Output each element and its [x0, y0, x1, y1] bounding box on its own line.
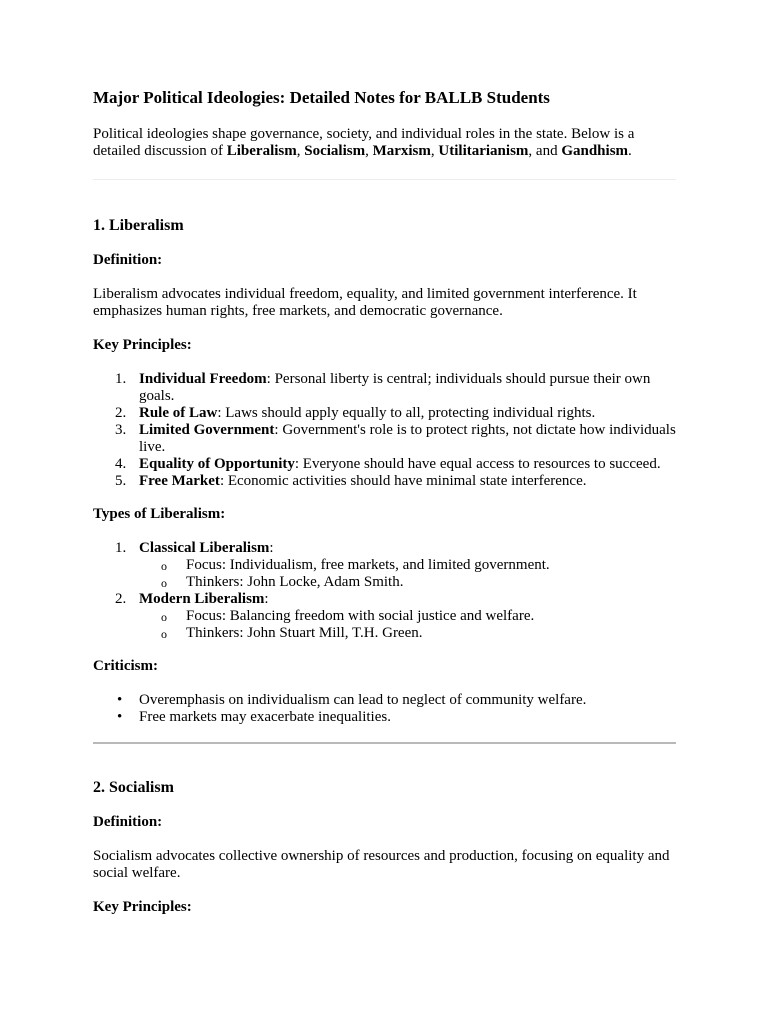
bullet-icon: •: [117, 709, 123, 725]
document-body: [93, 88, 676, 916]
intro-term-marxism: Marxism: [372, 143, 431, 159]
list-item: 1. Individual Freedom: Personal liberty is central; individuals should pursue their own goals.: [115, 371, 651, 404]
liberalism-definition: Liberalism advocates individual freedom, equality, and limited government interference. It emphasizes human rights, free markets, and democratic governance.: [93, 286, 637, 319]
divider-section: [93, 742, 676, 744]
circle-bullet-icon: o: [161, 610, 167, 624]
intro-term-socialism: Socialism: [304, 143, 366, 159]
section-heading-liberalism: 1. Liberalism: [93, 217, 184, 234]
liberalism-principles-list: [115, 371, 676, 490]
list-item: o Focus: Individualism, free markets, and limited government.: [161, 557, 550, 573]
list-item: o Focus: Balancing freedom with social justice and welfare.: [161, 608, 535, 624]
intro-term-liberalism: Liberalism: [226, 143, 297, 159]
intro-term-utilitarianism: Utilitarianism: [438, 143, 529, 159]
sublist: [161, 557, 676, 591]
list-item: 2. Modern Liberalism: o Focus: Balancing freedom with social justice and welfare. o Thinkers: John Stuart Mill, T.H. Green.: [119, 591, 676, 642]
section-heading-socialism: 2. Socialism: [93, 779, 174, 796]
bullet-icon: •: [117, 692, 123, 708]
list-item: o Thinkers: John Locke, Adam Smith.: [161, 574, 404, 590]
document-title: Major Political Ideologies: Detailed Notes for BALLB Students: [93, 88, 550, 107]
divider-light: [93, 179, 676, 180]
list-item: 2. Rule of Law: Laws should apply equally to all, protecting individual rights.: [115, 405, 596, 421]
intro-paragraph: Political ideologies shape governance, society, and individual roles in the state. Below is a detailed discussion of Liberalism, Socialism, Marxism, Utilitarianism, and Gandhism.: [93, 126, 635, 159]
liberalism-types-label: Types of Liberalism:: [93, 506, 226, 522]
liberalism-types-list: [115, 540, 676, 642]
list-item: • Overemphasis on individualism can lead to neglect of community welfare.: [117, 692, 587, 708]
liberalism-criticism-list: [117, 692, 676, 726]
circle-bullet-icon: o: [161, 559, 167, 573]
socialism-principles-label: Key Principles:: [93, 899, 192, 915]
list-item: o Thinkers: John Stuart Mill, T.H. Green.: [161, 625, 423, 641]
socialism-definition-label: Definition:: [93, 814, 163, 830]
liberalism-principles-label: Key Principles:: [93, 337, 192, 353]
list-item: 1. Classical Liberalism: o Focus: Individualism, free markets, and limited government. o Thinkers: John Locke, Adam Smith.: [119, 540, 676, 591]
intro-term-gandhism: Gandhism: [561, 143, 629, 159]
circle-bullet-icon: o: [161, 627, 167, 641]
liberalism-criticism-label: Criticism:: [93, 658, 158, 674]
sublist: [161, 608, 676, 642]
socialism-definition: Socialism advocates collective ownership of resources and production, focusing on equality and social welfare.: [93, 848, 670, 881]
liberalism-definition-label: Definition:: [93, 252, 163, 268]
list-item: 4. Equality of Opportunity: Everyone should have equal access to resources to succeed.: [115, 456, 661, 472]
list-item: 3. Limited Government: Government's role is to protect rights, not dictate how individuals live.: [115, 422, 676, 455]
list-item: • Free markets may exacerbate inequalities.: [117, 709, 391, 725]
circle-bullet-icon: o: [161, 576, 167, 590]
list-item: 5. Free Market: Economic activities should have minimal state interference.: [115, 473, 587, 489]
